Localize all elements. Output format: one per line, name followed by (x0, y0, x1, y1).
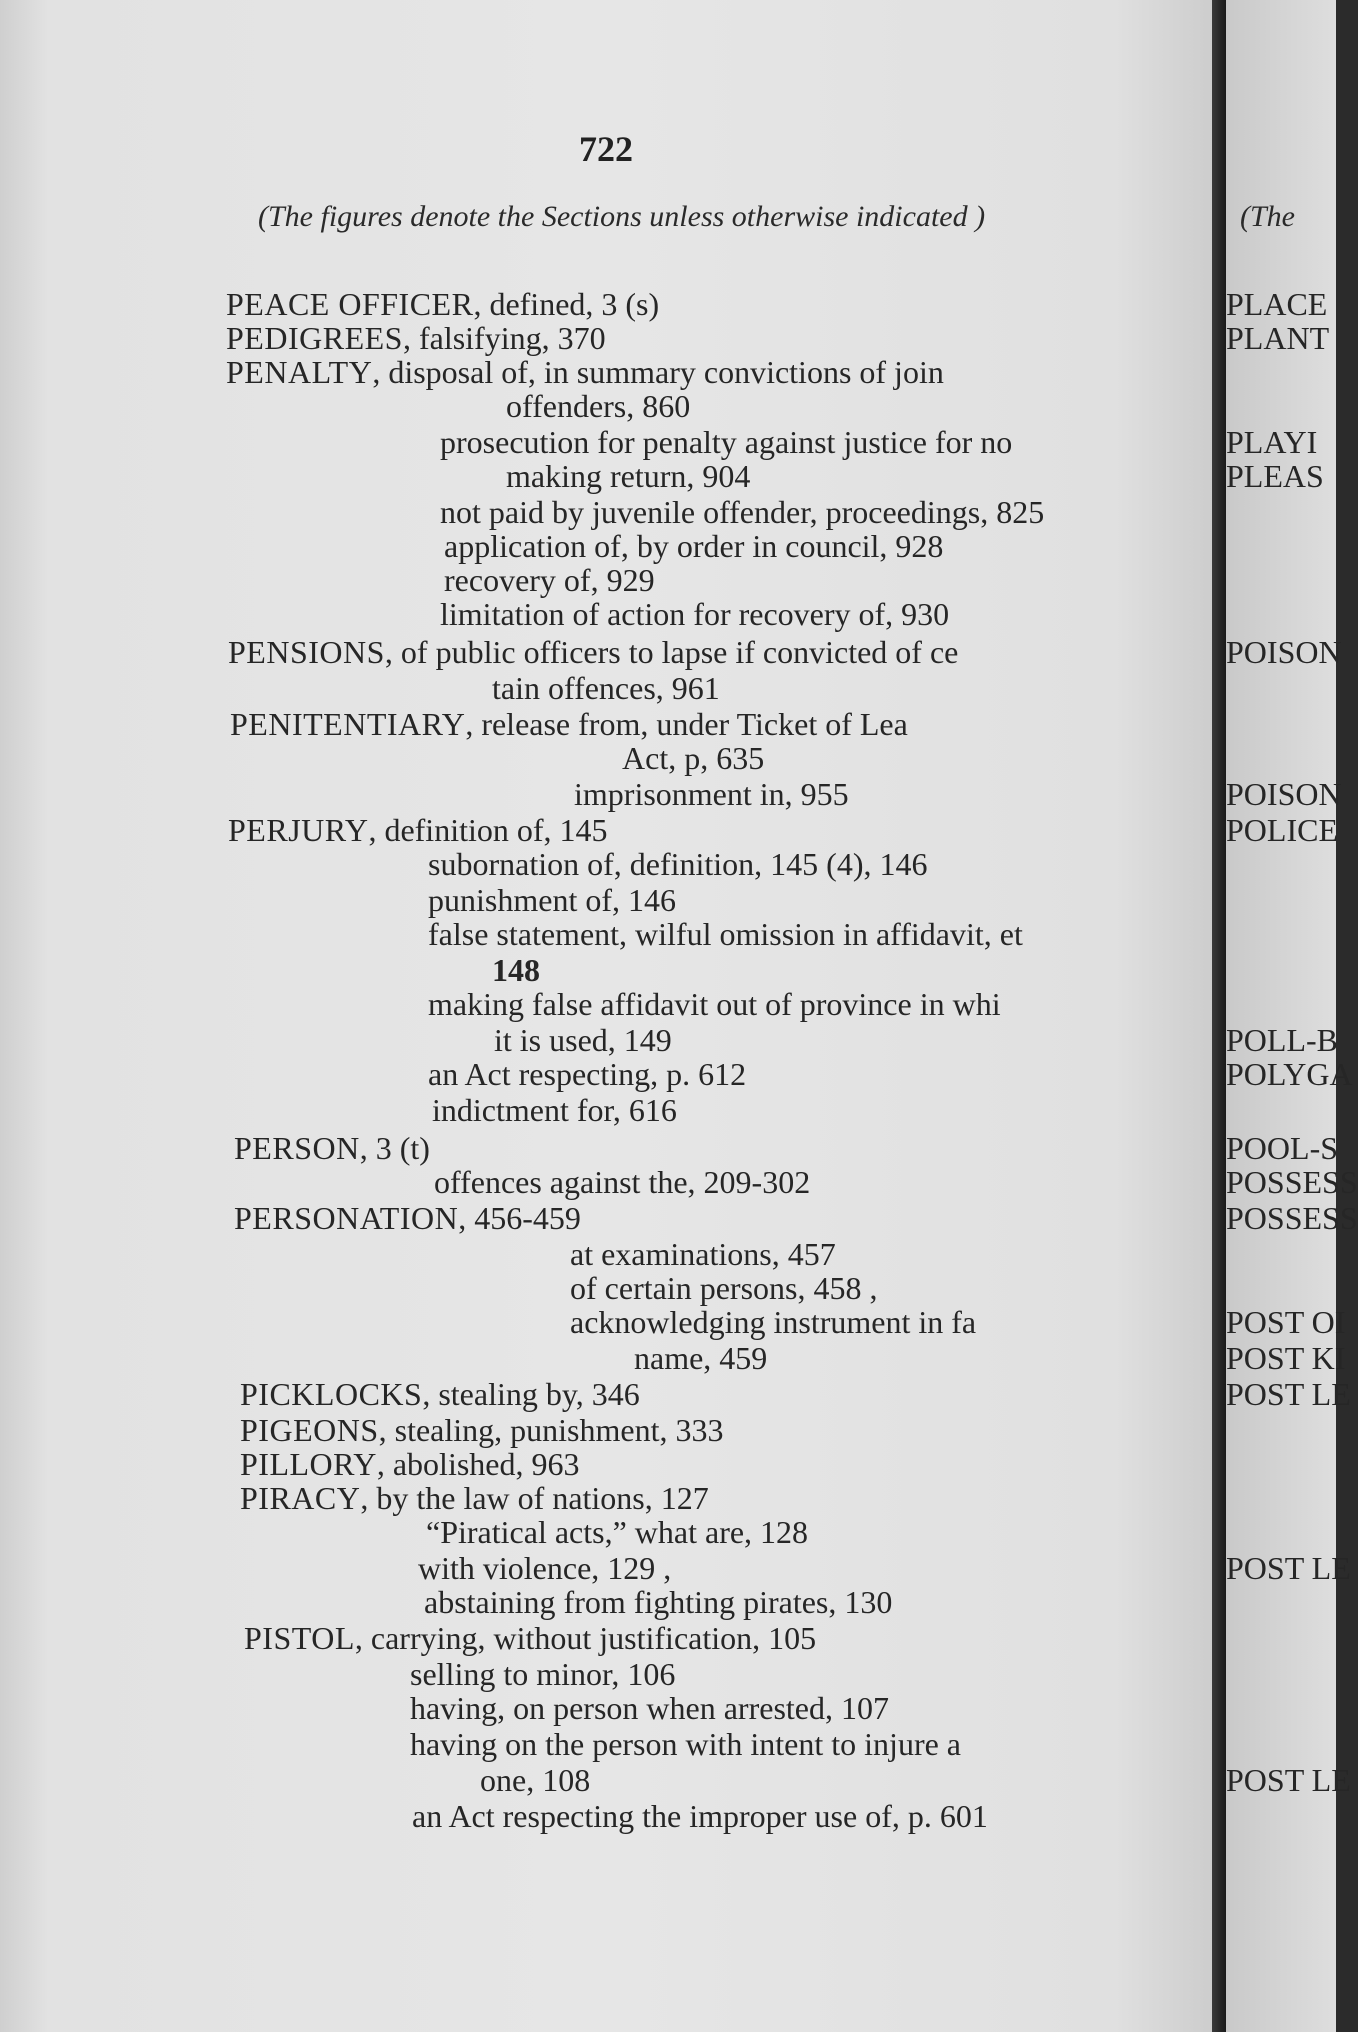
right-index-head: PLEAS (1226, 458, 1324, 494)
index-line (570, 1236, 836, 1272)
index-text: , carrying, without justification, 105 (354, 1620, 817, 1656)
index-line (410, 1656, 675, 1692)
index-head: PISTOL (244, 1620, 355, 1656)
index-line (240, 1376, 640, 1412)
right-page (1226, 0, 1358, 2032)
index-text: , release from, under Ticket of Lea (465, 706, 908, 742)
index-line (426, 1514, 808, 1550)
index-head: PERSONATION (234, 1200, 459, 1236)
index-text: , definition of, 145 (368, 812, 608, 848)
index-text: having on the person with intent to injure a (410, 1726, 961, 1762)
index-text: , abolished, 963 (376, 1446, 580, 1482)
index-line (226, 286, 659, 322)
index-text: not paid by juvenile offender, proceedings, 825 (440, 494, 1045, 530)
index-text: offences against the, 209-302 (434, 1164, 811, 1200)
index-head: PERJURY (228, 812, 369, 848)
index-head: PEDIGREES (226, 320, 403, 356)
index-text: 148 (492, 952, 540, 988)
index-line (428, 882, 676, 918)
index-line (634, 1340, 767, 1376)
index-text: selling to minor, 106 (410, 1656, 676, 1692)
index-line (506, 388, 690, 424)
index-text: , stealing, punishment, 333 (378, 1412, 724, 1448)
index-text: “Piratical acts,” what are, 128 (426, 1514, 809, 1550)
book-gutter (1212, 0, 1226, 2032)
index-head: PIRACY (240, 1480, 361, 1516)
right-index-head: POLL-B (1226, 1022, 1338, 1058)
index-text: , by the law of nations, 127 (360, 1480, 709, 1516)
index-line (494, 1022, 672, 1058)
index-text: having, on person when arrested, 107 (410, 1690, 889, 1726)
index-line (240, 1446, 579, 1482)
index-text: , disposal of, in summary convictions of join (372, 354, 944, 390)
index-line (492, 952, 540, 988)
right-index-head: POST KI (1226, 1340, 1346, 1376)
index-text: , falsifying, 370 (402, 320, 606, 356)
index-line (622, 740, 764, 776)
index-text: making false affidavit out of province in whi (428, 986, 1001, 1022)
index-text: an Act respecting the improper use of, p. 601 (412, 1798, 988, 1834)
right-index-head: POSSESS (1226, 1164, 1358, 1200)
index-line (244, 1620, 816, 1656)
index-text: application of, by order in council, 928 (444, 528, 944, 564)
index-text: limitation of action for recovery of, 930 (440, 596, 950, 632)
right-index-head: POISON (1226, 634, 1342, 670)
index-text: tain offences, 961 (492, 670, 720, 706)
right-index-head: POST OI (1226, 1304, 1346, 1340)
index-text: punishment of, 146 (428, 882, 676, 918)
index-line (240, 1412, 723, 1448)
index-line (574, 776, 849, 812)
index-text: one, 108 (480, 1762, 591, 1798)
index-text: Act, p, 635 (622, 740, 765, 776)
index-text: prosecution for penalty against justice for no (440, 424, 1013, 460)
index-head: PENITENTIARY (230, 706, 466, 742)
index-line (428, 1056, 746, 1092)
index-head: PENSIONS (228, 634, 385, 670)
index-line (228, 634, 958, 670)
index-text: at examinations, 457 (570, 1236, 836, 1272)
index-text: making return, 904 (506, 458, 751, 494)
index-line (428, 986, 1001, 1022)
index-text: , defined, 3 (s) (473, 286, 660, 322)
index-text: , stealing by, 346 (422, 1376, 640, 1412)
index-line (570, 1270, 877, 1306)
index-text: recovery of, 929 (444, 562, 655, 598)
index-text: with violence, 129 , (418, 1550, 672, 1586)
index-line (410, 1690, 889, 1726)
index-line (428, 916, 1023, 952)
index-line (410, 1726, 961, 1762)
index-text: name, 459 (634, 1340, 768, 1376)
index-text: of certain persons, 458 , (570, 1270, 878, 1306)
index-head: PEACE OFFICER (226, 286, 474, 322)
index-head: PICKLOCKS (240, 1376, 423, 1412)
right-index-head: PLACE (1226, 286, 1328, 322)
index-line (418, 1550, 671, 1586)
index-line (226, 354, 944, 390)
index-line (412, 1798, 988, 1834)
right-header-note: (The (1240, 200, 1295, 233)
index-line (440, 494, 1044, 530)
index-head: PILLORY (240, 1446, 377, 1482)
index-text: subornation of, definition, 145 (4), 146 (428, 846, 928, 882)
index-line (444, 528, 943, 564)
index-text: acknowledging instrument in fa (570, 1304, 977, 1340)
index-line (440, 596, 949, 632)
index-text: abstaining from fighting pirates, 130 (424, 1584, 893, 1620)
header-note: (The figures denote the Sections unless otherwise indicated ) (258, 200, 986, 233)
right-index-head: POST LE (1226, 1376, 1351, 1412)
right-index-head: POLICE (1226, 812, 1338, 848)
index-text: indictment for, 616 (432, 1092, 677, 1128)
index-line (506, 458, 750, 494)
index-line (226, 320, 606, 356)
index-line (480, 1762, 590, 1798)
index-line (424, 1584, 892, 1620)
index-text: , 456-459 (458, 1200, 581, 1236)
index-line (230, 706, 908, 742)
index-line (570, 1304, 976, 1340)
right-index-head: POST LE (1226, 1550, 1351, 1586)
index-text: an Act respecting, p. 612 (428, 1056, 747, 1092)
index-text: , 3 (t) (359, 1130, 430, 1166)
index-text: offenders, 860 (506, 388, 691, 424)
right-index-head: POSSESS (1226, 1200, 1358, 1236)
index-line (434, 1164, 810, 1200)
index-head: PIGEONS (240, 1412, 379, 1448)
index-text: , of public officers to lapse if convicted of ce (384, 634, 959, 670)
right-index-head: POLYGA (1226, 1056, 1353, 1092)
index-head: PENALTY (226, 354, 373, 390)
index-line (428, 846, 927, 882)
right-index-head: POST LE (1226, 1762, 1351, 1798)
index-line (440, 424, 1012, 460)
page-number: 722 (579, 129, 633, 169)
right-index-head: POOL-S (1226, 1130, 1339, 1166)
index-head: PERSON (234, 1130, 360, 1166)
index-line (444, 562, 655, 598)
index-line (240, 1480, 709, 1516)
right-index-head: PLAYI (1226, 424, 1318, 460)
right-index-head: POISON (1226, 776, 1342, 812)
index-line (234, 1200, 581, 1236)
index-text: imprisonment in, 955 (574, 776, 849, 812)
index-line (234, 1130, 430, 1166)
index-line (228, 812, 608, 848)
index-line (492, 670, 720, 706)
right-index-head: PLANT (1226, 320, 1330, 356)
index-line (432, 1092, 677, 1128)
index-text: it is used, 149 (494, 1022, 672, 1058)
index-text: false statement, wilful omission in affidavit, et (428, 916, 1023, 952)
